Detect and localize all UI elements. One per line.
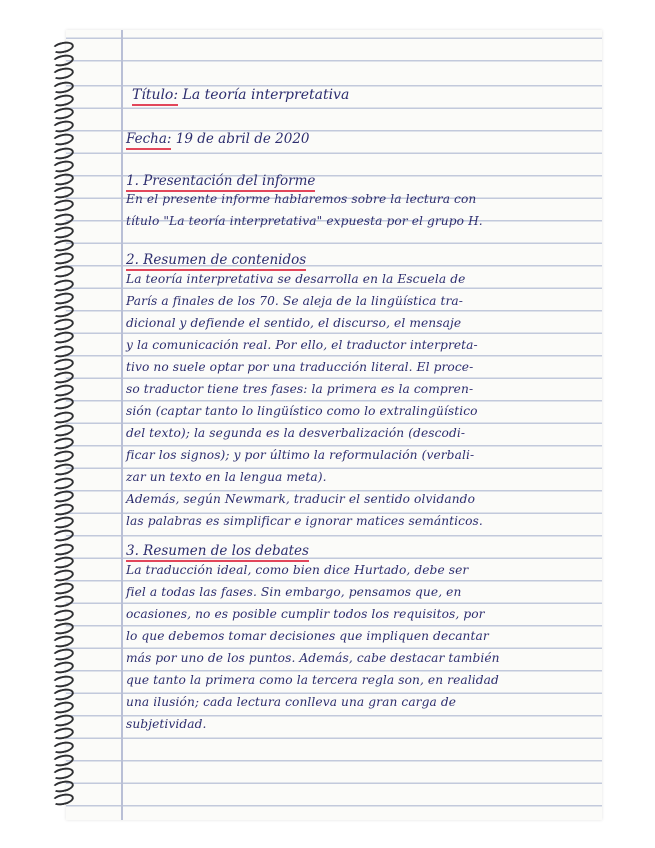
spiral-coil: [51, 396, 75, 411]
spiral-coil: [51, 383, 75, 398]
text-line: París a finales de los 70. Se aleja de la lingüística tra-: [126, 294, 463, 308]
spiral-coil: [51, 132, 75, 147]
spiral-coil: [51, 739, 75, 754]
spiral-coil: [51, 370, 75, 385]
spiral-coil: [51, 330, 75, 345]
spiral-coil: [51, 475, 75, 490]
spiral-coil: [51, 581, 75, 596]
spiral-coil: [51, 779, 75, 794]
spiral-coil: [51, 251, 75, 266]
spiral-coil: [51, 594, 75, 609]
section-2-heading-text: 2. Resumen de contenidos: [126, 252, 306, 271]
spiral-coil: [51, 317, 75, 332]
spiral-coil: [51, 634, 75, 649]
spiral-coil: [51, 515, 75, 530]
text-line: zar un texto en la lengua meta).: [126, 470, 327, 484]
spiral-coil: [51, 53, 75, 68]
spiral-coil: [51, 409, 75, 424]
date-text: 19 de abril de 2020: [175, 131, 310, 147]
spiral-coil: [51, 304, 75, 319]
spiral-coil: [51, 726, 75, 741]
text-line: una ilusión; cada lectura conlleva una gran carga de: [126, 695, 457, 709]
spiral-coil: [51, 343, 75, 358]
text-line: del texto); la segunda es la desverbalización (descodi-: [126, 426, 466, 440]
spiral-coil: [51, 607, 75, 622]
margin-line: [121, 30, 123, 820]
text-line: tivo no suele optar por una traducción literal. El proce-: [126, 360, 474, 374]
spiral-coil: [51, 93, 75, 108]
text-line: En el presente informe hablaremos sobre la lectura con: [126, 192, 477, 206]
text-line: La traducción ideal, como bien dice Hurtado, debe ser: [126, 563, 469, 577]
text-line: La teoría interpretativa se desarrolla en la Escuela de: [126, 272, 466, 286]
spiral-coil: [51, 713, 75, 728]
spiral-coil: [51, 225, 75, 240]
spiral-coil: [51, 555, 75, 570]
text-line: y la comunicación real. Por ello, el traductor interpreta-: [126, 338, 478, 352]
spiral-coil: [51, 145, 75, 160]
text-line: so traductor tiene tres fases: la primera es la compren-: [126, 382, 474, 396]
text-line: subjetividad.: [126, 717, 207, 731]
spiral-coil: [51, 277, 75, 292]
spiral-coil: [51, 568, 75, 583]
title-text: La teoría interpretativa: [182, 87, 350, 103]
text-line: Además, según Newmark, traducir el sentido olvidando: [126, 492, 476, 506]
spiral-coil: [51, 541, 75, 556]
spiral-coil: [51, 489, 75, 504]
spiral-coil: [51, 621, 75, 636]
spiral-binding: [52, 42, 78, 812]
spiral-coil: [51, 462, 75, 477]
title-label: Título:: [132, 87, 178, 106]
spiral-coil: [51, 449, 75, 464]
text-line: fiel a todas las fases. Sin embargo, pensamos que, en: [126, 585, 462, 599]
spiral-coil: [51, 753, 75, 768]
spiral-coil: [51, 423, 75, 438]
spiral-coil: [51, 159, 75, 174]
text-line: título "La teoría interpretativa" expuesta por el grupo H.: [126, 214, 483, 228]
spiral-coil: [51, 172, 75, 187]
text-line: dicional y defiende el sentido, el discurso, el mensaje: [126, 316, 462, 330]
text-line: lo que debemos tomar decisiones que impliquen decantar: [126, 629, 489, 643]
text-line: sión (captar tanto lo lingüístico como lo extralingüístico: [126, 404, 478, 418]
spiral-coil: [51, 119, 75, 134]
text-line: las palabras es simplificar e ignorar matices semánticos.: [126, 514, 483, 528]
spiral-coil: [51, 647, 75, 662]
spiral-coil: [51, 700, 75, 715]
spiral-coil: [51, 291, 75, 306]
spiral-coil: [51, 238, 75, 253]
spiral-coil: [51, 792, 75, 807]
spiral-coil: [51, 436, 75, 451]
spiral-coil: [51, 211, 75, 226]
spiral-coil: [51, 79, 75, 94]
spiral-coil: [51, 40, 75, 55]
spiral-coil: [51, 198, 75, 213]
document-date: [126, 128, 310, 150]
text-line: ficar los signos); y por último la reformulación (verbali-: [126, 448, 475, 462]
text-line: más por uno de los puntos. Además, cabe destacar también: [126, 651, 500, 665]
section-3-heading-text: 3. Resumen de los debates: [126, 543, 309, 562]
spiral-coil: [51, 502, 75, 517]
spiral-coil: [51, 766, 75, 781]
spiral-coil: [51, 673, 75, 688]
spiral-coil: [51, 660, 75, 675]
spiral-coil: [51, 66, 75, 81]
document-title: [132, 84, 349, 106]
spiral-coil: [51, 528, 75, 543]
spiral-coil: [51, 687, 75, 702]
spiral-coil: [51, 185, 75, 200]
text-line: ocasiones, no es posible cumplir todos los requisitos, por: [126, 607, 485, 621]
text-line: que tanto la primera como la tercera regla son, en realidad: [126, 673, 499, 687]
spiral-coil: [51, 357, 75, 372]
spiral-coil: [51, 106, 75, 121]
spiral-coil: [51, 264, 75, 279]
date-label: Fecha:: [126, 131, 171, 150]
section-1-heading-text: 1. Presentación del informe: [126, 173, 315, 192]
